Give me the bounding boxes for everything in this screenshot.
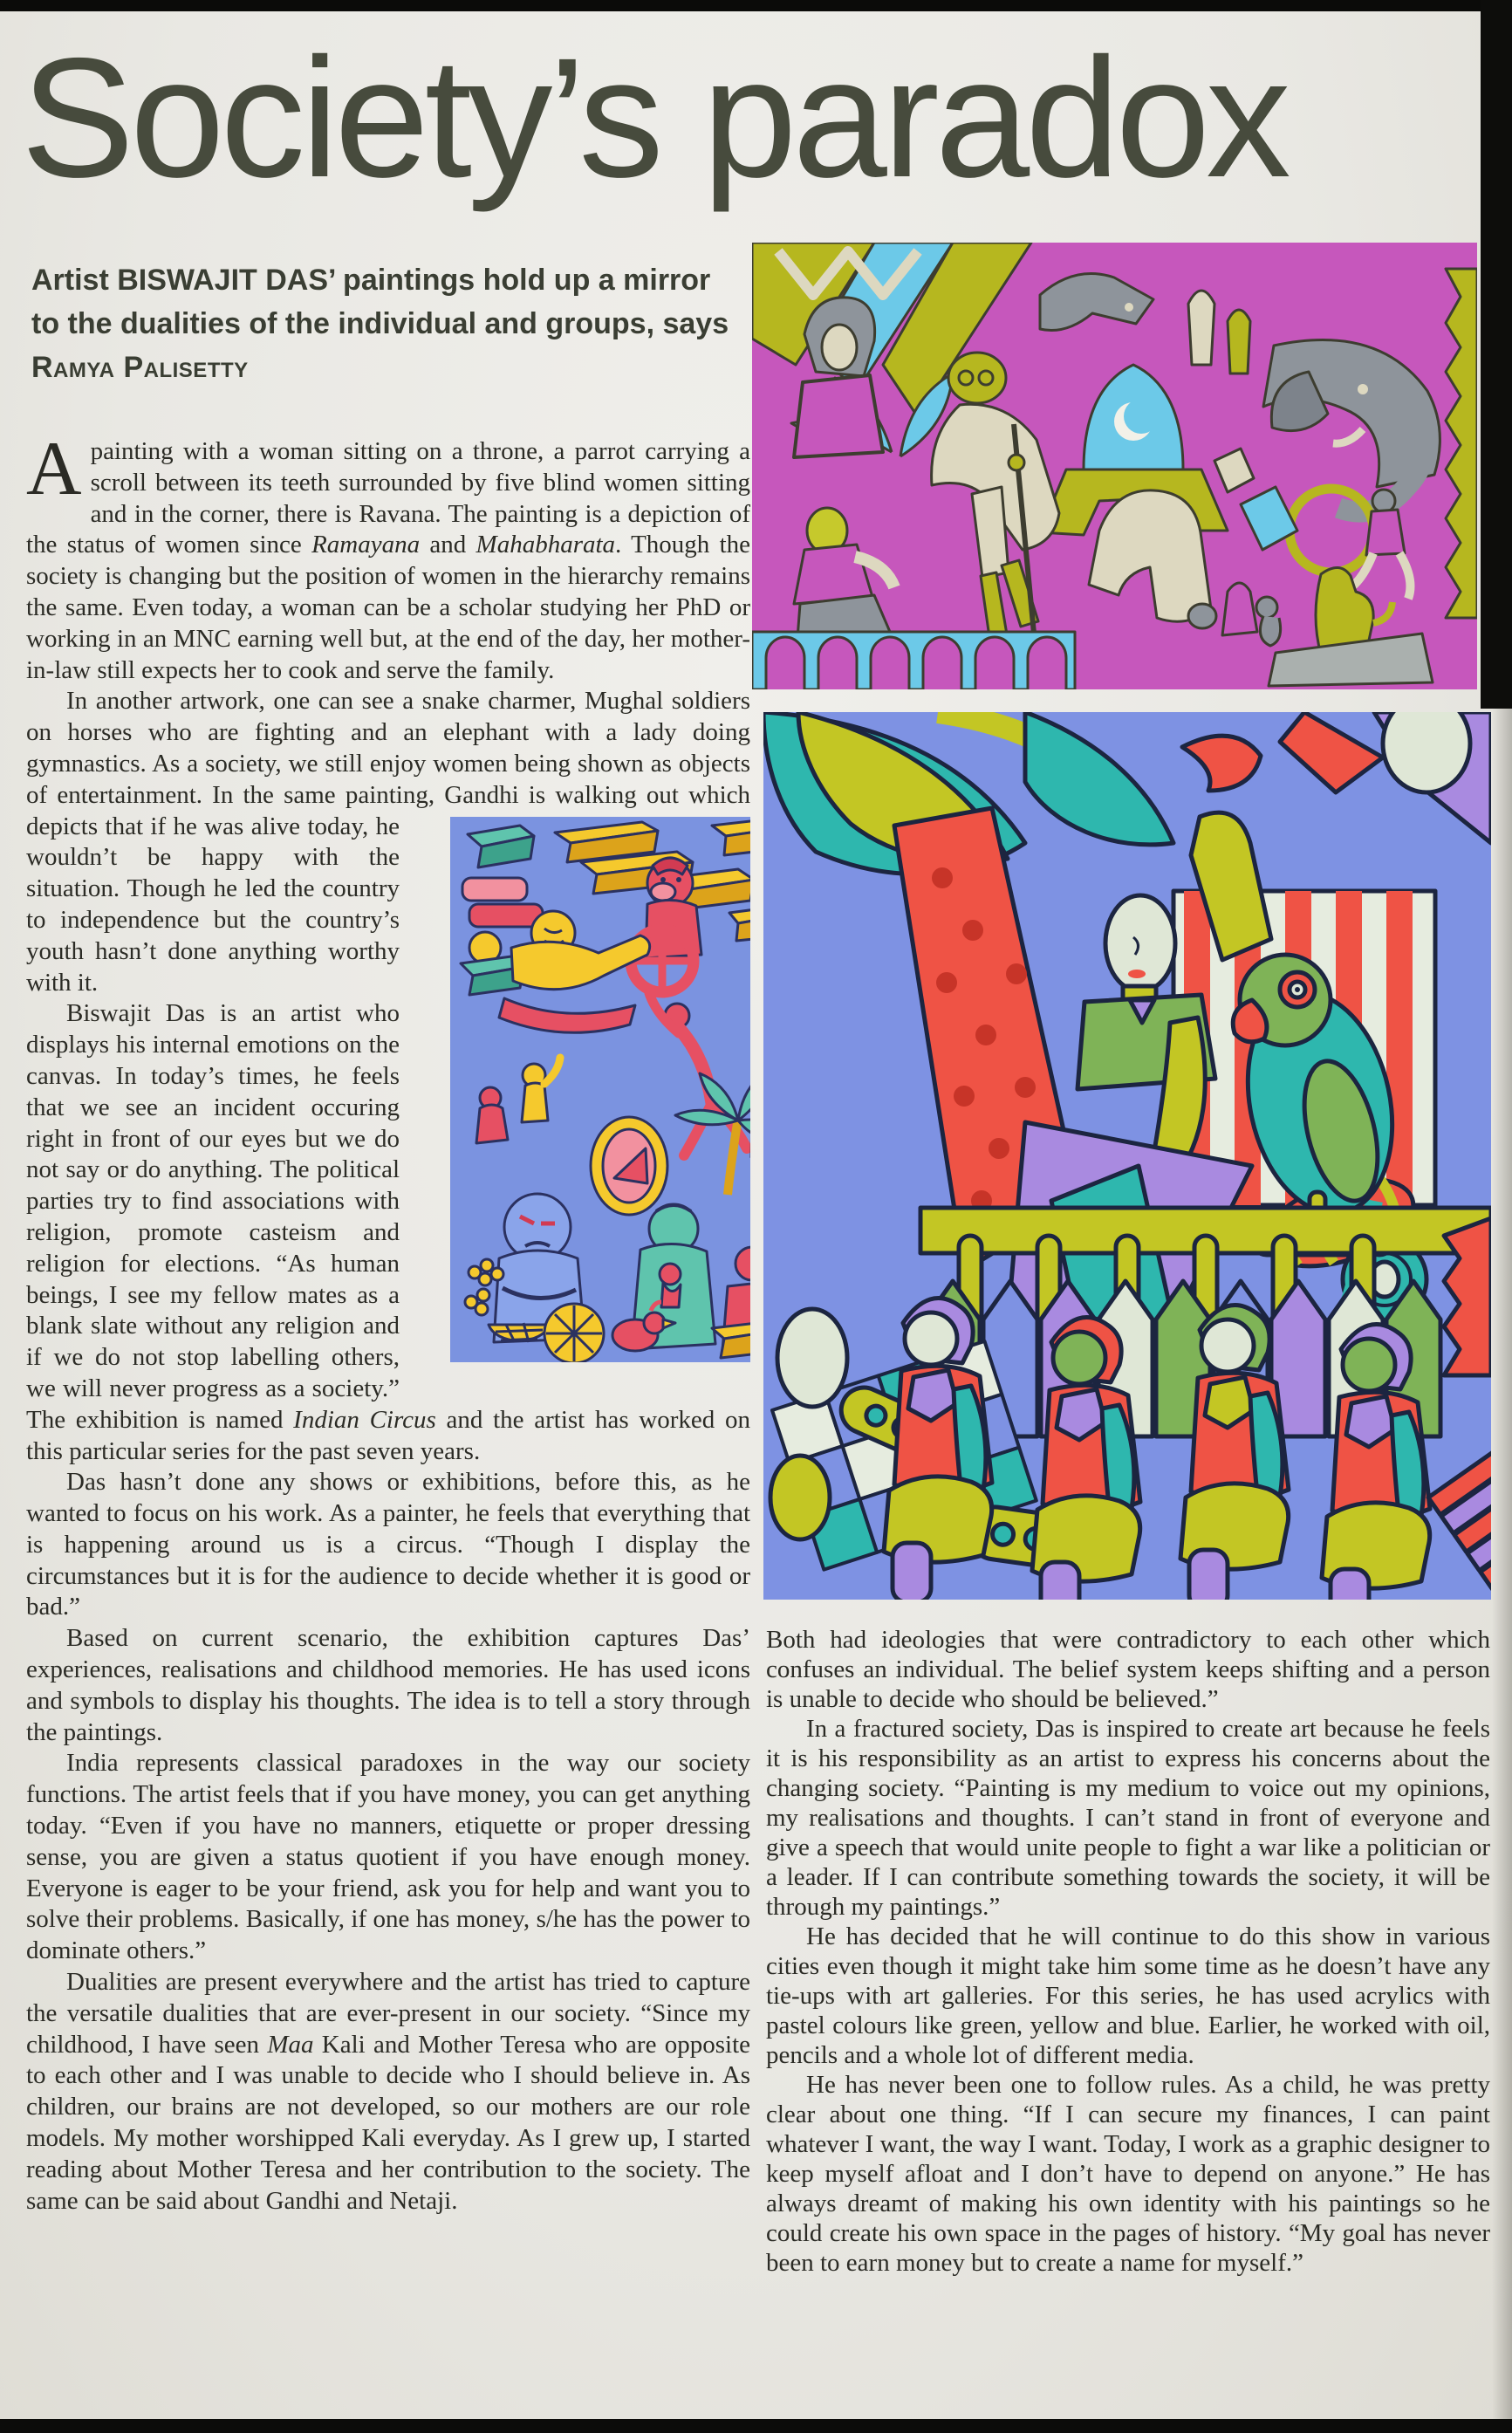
scan-edge-top	[0, 0, 1512, 11]
painting-circus-gandhi-artwork	[752, 243, 1477, 689]
article-column-right	[766, 1625, 1490, 2409]
paragraph-text: He has decided that he will continue to do this show in various cities even though it might take him some time as he doesn’t have any tie-ups with art galleries. For this series, he has used acrylics with pastel colours like green, yellow and blue. Earlier, he worked with oil, pencils and a whole lot of different media.	[766, 1922, 1490, 2069]
paragraph-text: In another artwork, one can see a snake charmer, Mughal soldiers on horses who are fighting and an elephant with a lady doing gymnastics. As a society, we still enjoy women being shown as objects of entertainment. In the same painting, Gandhi is walking out which depicts that if he was alive	[26, 687, 750, 840]
article-paragraph	[26, 1623, 750, 1748]
painting-throne-parrot	[763, 712, 1491, 1600]
paragraph-text: Based on current scenario, the exhibition captures Das’ experiences, realisations and childhood memories. He has used icons and symbols to display his thoughts. The idea is to tell a story through the paintings.	[26, 1624, 750, 1746]
paragraph-text: In a fractured society, Das is inspired to create art because he feels it is his responsibility as an artist to express his concerns about the changing society. “Painting is my medium to voice out my opinions, my realisations and thoughts. I can’t stand in front of everyone and give a speech that would unite people to fight a war like a politician or a leader. If I can contribute something towards the society, it will be through my paintings.”	[766, 1715, 1490, 1921]
paragraph-text: Biswajit Das is an artist who displays his internal emotions on the canvas. In today’s times, he feels that we see an incident occuring right in front of our eyes but we do not say or do anything. The political parties try to find associations with religion, promote casteism and religion for elections. “As human beings, I see my fellow mates as a blank slate without any religion and if we do not stop labelling others, we will never progress as a society.” The exhibition is named Indian Circus and the artist has worked on this particular series for the past seven years.	[26, 999, 750, 1465]
paragraph-text: He has never been one to follow rules. As a child, he was pretty clear about one thing. “If I can secure my finances, I can paint whatever I want, the way I want. Today, I work as a graphic designer to keep myself afloat and I don’t have to depend on anyone.” He has always dreamt of making his own identity with his paintings so he could create his own space in the pages of history. “My goal has never been to earn money but to create a name for myself.”	[766, 2071, 1490, 2277]
article-paragraph	[26, 436, 750, 686]
article-paragraph	[26, 686, 750, 998]
paragraph-text: painting with a woman sitting on a throne, a parrot carrying a scroll between its teeth surrounded by five blind women sitting and in the corner, there is Ravana. The painting is a depiction of the status of women since Ramayana and Mahabharata. Though the society is changing but the position of women in the hierarchy remains the same. Even today, a woman can be a scholar studying her PhD or working in an MNC earning well but, at the end of the day, her mother-in-law still expects her to cook and serve the family.	[26, 437, 750, 684]
drop-cap: A	[26, 436, 82, 511]
standfirst-text: Artist BISWAJIT DAS’ paintings hold up a mirror to the dualities of the individual and groups, says	[31, 264, 729, 340]
article-paragraph	[766, 1922, 1490, 2070]
standfirst	[31, 258, 740, 389]
article-paragraph	[766, 2070, 1490, 2278]
article-paragraph	[766, 1714, 1490, 1922]
scan-shadow-right	[1492, 709, 1512, 2433]
painting-indian-circus-popart	[410, 817, 750, 1370]
painting-indian-circus-artwork	[450, 817, 750, 1362]
paragraph-text: today, he wouldn’t be happy with the situation. Though he led the country to independence but the country’s youth hasn’t done anything worthy with it.	[26, 812, 400, 997]
article-column-left	[26, 436, 750, 2414]
scan-edge-right	[1481, 0, 1512, 709]
paragraph-text: Das hasn’t done any shows or exhibitions, before this, as he wanted to focus on his work. As a painter, he feels that everything that is happening around us is a circus. “Though I display the circumstances but it is for the audience to decide whether it is good or bad.”	[26, 1468, 750, 1621]
painting-throne-parrot-artwork	[763, 712, 1491, 1600]
paragraph-text: Dualities are present everywhere and the artist has tried to capture the versatile dualities that are ever-present in our society. “Since my childhood, I have seen Maa Kali and Mother Teresa who are opposite to each other and I was unable to decide who I should believe in. As children, our brains are not developed, so our mothers are our role models. My mother worshipped Kali everyday. As I grew up, I started reading about Mother Teresa and her contribution to the society. The same can be said about Gandhi and Netaji.	[26, 1968, 750, 2215]
byline: Ramya Palisetty	[31, 351, 249, 384]
article-paragraph	[26, 1748, 750, 1967]
paragraph-text: India represents classical paradoxes in the way our society functions. The artist feels that if you have money, you can get anything today. “Even if you have no manners, etiquette or proper dressing sense, you are given a status quotient if you have enough money. Everyone is eager to be your friend, ask you for help and want you to solve their problems. Basically, if one has money, s/he has the power to dominate others.”	[26, 1749, 750, 1965]
article-paragraph	[766, 1625, 1490, 1714]
paragraph-text: Both had ideologies that were contradictory to each other which confuses an individual. The belief system keeps shifting and a person is unable to decide who should be believed.”	[766, 1626, 1490, 1713]
headline: Society’s paradox	[21, 23, 1287, 213]
scan-edge-bottom	[0, 2419, 1512, 2433]
article-paragraph	[26, 1967, 750, 2217]
article-paragraph	[26, 1467, 750, 1623]
painting-circus-gandhi	[752, 243, 1477, 689]
